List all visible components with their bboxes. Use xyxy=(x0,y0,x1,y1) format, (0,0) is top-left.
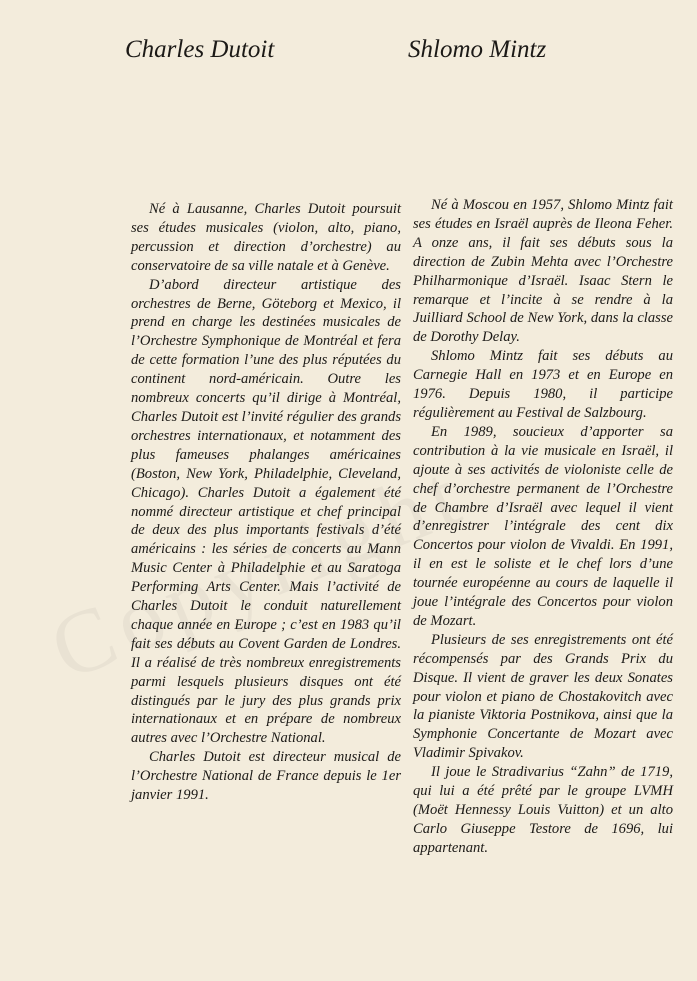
bio-paragraph: Plusieurs de ses enregistrements ont été récompensés par des Grands Prix du Disque. Il vient de graver les deux Sonates pour violon et piano de Chostakovitch avec la pianiste Viktoria Postnikova, ainsi que la Symphonie Concertante de Mozart avec Vladimir Spivakov. xyxy=(413,631,673,762)
bio-paragraph: D’abord directeur artistique des orchestres de Berne, Göteborg et Mexico, il prend en charge les destinées musicales de l’Orchestre Symphonique de Montréal et fera de cette formation l’une des plus réputées du continent nord-américain. Outre les nombreux concerts qu’il dirige à Montréal, Charles Dutoit est l’invité régulier des grands orchestres internationaux, et notamment des plus fameuses phalanges américaines (Boston, New York, Philadelphie, Cleveland, Chicago). Charles Dutoit a également été nommé directeur artistique et chef principal de deux des plus importants festivals d’été américains : les séries de concerts au Mann Music Center à Philadelphie et au Saratoga Performing Arts Center. Mais l’activité de Charles Dutoit le conduit naturellement chaque année en Europe ; c’est en 1983 qu’il fait ses débuts au Covent Garden de Londres. Il a réalisé de très nombreux enregistrements parmi lesquels plusieurs disques ont été distingués par le jury des plus grands prix internationaux et en prépare de nombreux autres avec l’Orchestre National. xyxy=(131,276,401,747)
bio-paragraph: Né à Moscou en 1957, Shlomo Mintz fait ses études en Israël auprès de Ileona Feher. A onze ans, il fait ses débuts sous la direction de Zubin Mehta avec l’Orchestre Philharmonique d’Israël. Isaac Stern le remarque et l’incite à se rendre à la Juilliard School de New York, dans la classe de Dorothy Delay. xyxy=(413,197,673,346)
bio-paragraph: Il joue le Stradivarius “Zahn” de 1719, qui lui a été prêté par le groupe LVMH (Moët Hennessy Louis Vuitton) et un alto Carlo Giuseppe Testore de 1696, lui appartenant. xyxy=(413,764,673,856)
bio-paragraph: Shlomo Mintz fait ses débuts au Carnegie Hall en 1973 et en Europe en 1976. Depuis 1980, il participe régulièrement au Festival de Salzbourg. xyxy=(413,348,673,421)
soloist-title: Shlomo Mintz xyxy=(408,36,547,63)
conductor-title: Charles Dutoit xyxy=(125,36,275,63)
bio-paragraph: Né à Lausanne, Charles Dutoit poursuit ses études musicales (violon, alto, piano, percussion et direction d’orchestre) au conservatoire de sa ville natale et à Genève. xyxy=(131,201,401,274)
soloist-biography xyxy=(413,196,673,858)
bio-paragraph: Charles Dutoit est directeur musical de l’Orchestre National de France depuis le 1er janvier 1991. xyxy=(131,749,401,804)
bio-paragraph: En 1989, soucieux d’apporter sa contribution à la vie musicale en Israël, il ajoute à ses activités de violoniste celle de chef d’orchestre permanent de l’Orchestre de Chambre d’Israël avec lequel il vient d’enregistrer l’intégrale des cent dix Concertos pour violon de Vivaldi. En 1991, il en est le soliste et le chef lors d’une tournée européenne au cours de laquelle il joue l’intégrale des Concertos pour violon de Mozart. xyxy=(413,423,673,629)
conductor-biography xyxy=(131,200,401,805)
